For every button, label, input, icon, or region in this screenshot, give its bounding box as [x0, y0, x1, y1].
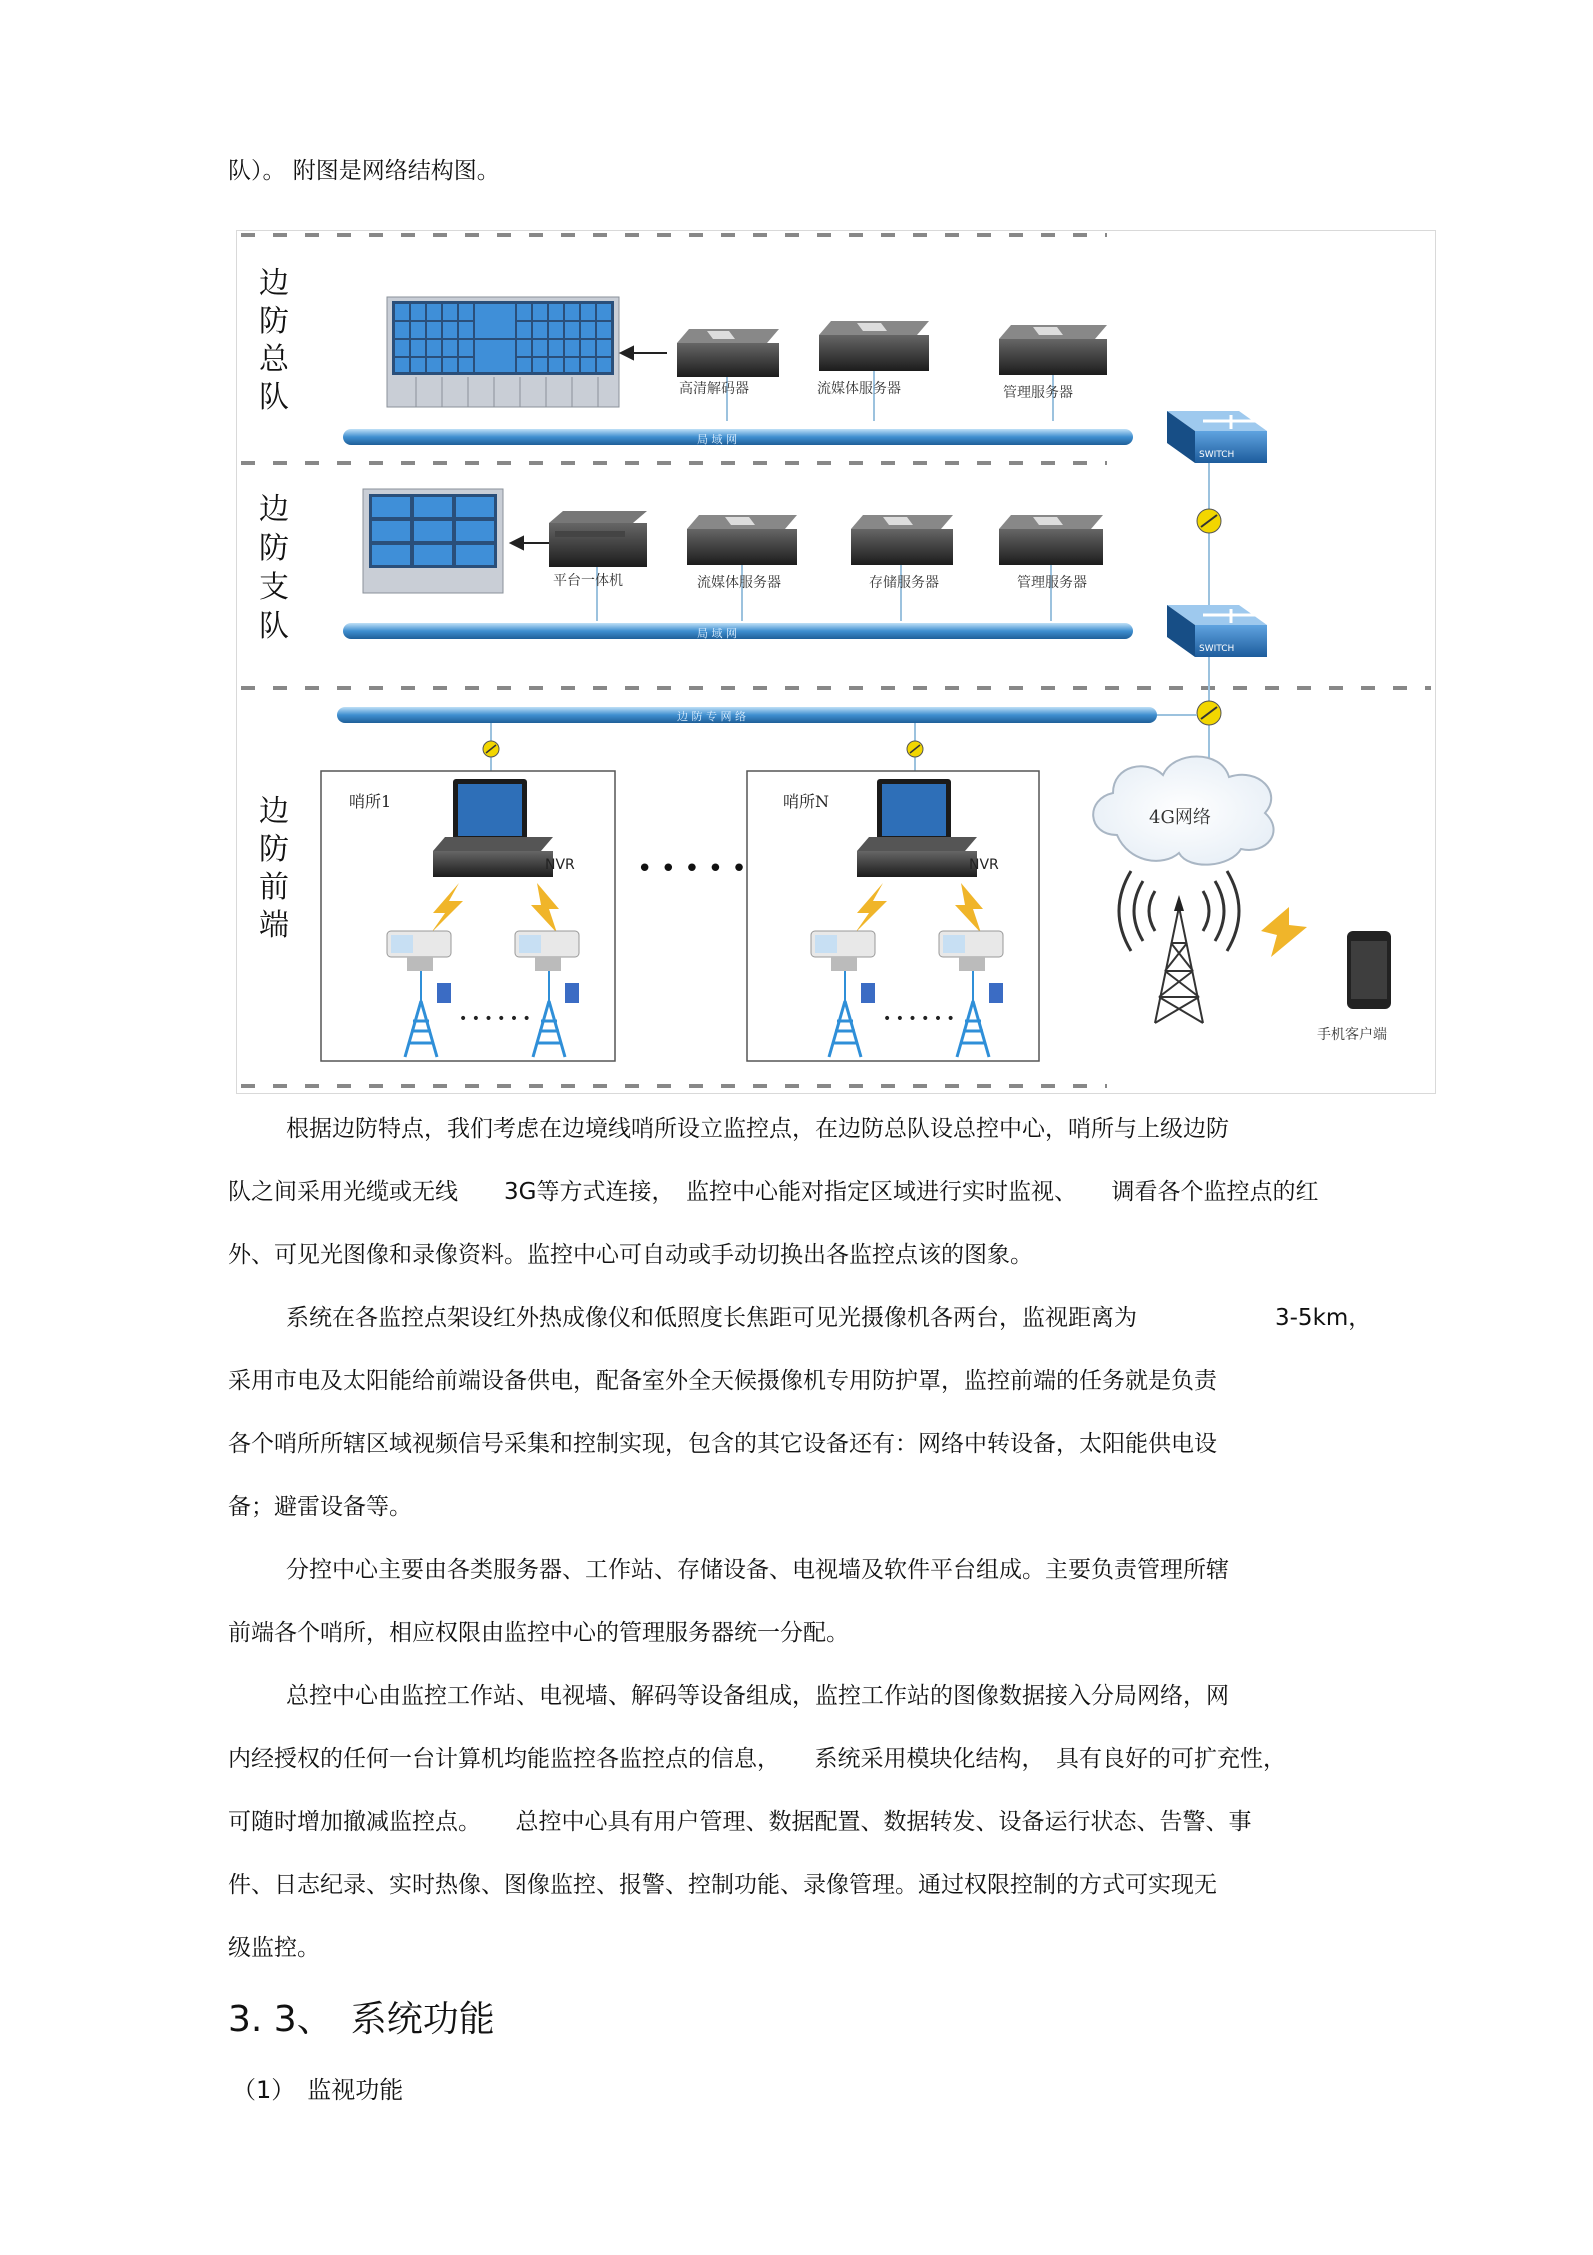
- post-1-ellipsis: • • • • • •: [459, 1011, 531, 1027]
- hq-device-label-1: 流媒体服务器: [817, 381, 901, 397]
- hq-switch-label: SWITCH: [1199, 450, 1235, 460]
- branch-storage-server: [851, 515, 953, 621]
- phone-client-label: 手机客户端: [1317, 1027, 1387, 1043]
- hq-decoder-server: [677, 329, 779, 421]
- branch-device-label-1: 流媒体服务器: [697, 575, 781, 591]
- tier-label-branch: 边防支队: [259, 492, 289, 644]
- paragraph-line: 件、日志纪录、实时热像、图像监控、报警、控制功能、录像管理。通过权限控制的方式可实现无: [228, 1872, 1217, 1898]
- section-heading: 3. 3、 系统功能: [228, 1999, 495, 2040]
- tier-label-hq: 边防总队: [259, 266, 289, 415]
- hq-lan-label: 局 域 网: [697, 433, 737, 446]
- branch-arrow: [511, 537, 549, 549]
- radio-tower-icon: [1119, 871, 1239, 1023]
- branch-device-label-0: 平台一体机: [553, 573, 623, 589]
- paragraph-line: 可随时增加撤减监控点。 总控中心具有用户管理、数据配置、数据转发、设备运行状态、告警、事: [228, 1809, 1252, 1835]
- branch-platform-server: [549, 511, 647, 621]
- post-1-title: 哨所1: [349, 792, 392, 811]
- subsection-heading: （1） 监视功能: [232, 2076, 404, 2104]
- hq-management-server: [999, 325, 1107, 421]
- network-structure-diagram: [236, 230, 1436, 1094]
- paragraph-4: [228, 1679, 1448, 1994]
- hq-device-label-0: 高清解码器: [679, 381, 749, 397]
- paragraph-3: [228, 1553, 1448, 1679]
- branch-management-server: [999, 515, 1103, 621]
- branch-lan-bus: [343, 623, 1133, 639]
- paragraph-line: 分控中心主要由各类服务器、工作站、存储设备、电视墙及软件平台组成。主要负责管理所辖: [286, 1557, 1229, 1583]
- network-diagram-svg: [237, 231, 1435, 1093]
- tier-label-frontend: 边防前端: [259, 794, 289, 943]
- branch-streaming-server: [687, 515, 797, 621]
- paragraph-line: 外、可见光图像和录像资料。监控中心可自动或手动切换出各监控点该的图象。: [228, 1242, 1033, 1268]
- paragraph-line: 级监控。: [228, 1935, 320, 1961]
- post-n-ellipsis: • • • • • •: [883, 1011, 955, 1027]
- post-n-title: 哨所N: [783, 792, 830, 811]
- paragraph-line: 采用市电及太阳能给前端设备供电，配备室外全天候摄像机专用防护罩，监控前端的任务就是负责: [228, 1368, 1217, 1394]
- branch-lan-label: 局 域 网: [697, 627, 737, 640]
- hq-lan-bus: [343, 429, 1133, 445]
- branch-video-wall: [363, 489, 503, 593]
- paragraph-1: [228, 1112, 1448, 1301]
- backbone-bus: [337, 707, 1157, 723]
- firewall-hq-branch: [1197, 509, 1221, 533]
- post-n-nvr-label: NVR: [969, 857, 999, 873]
- post-1-nvr-label: NVR: [545, 857, 575, 873]
- posts-ellipsis: • • • • •: [637, 854, 747, 884]
- branch-device-label-2: 存储服务器: [869, 575, 939, 591]
- paragraph-line: 系统在各监控点架设红外热成像仪和低照度长焦距可见光摄像机各两台，监视距离为 3-5km，: [286, 1305, 1372, 1331]
- firewall-branch-backbone: [1197, 701, 1221, 725]
- backbone-label: 边 防 专 网 络: [677, 710, 746, 723]
- firewall-post-1: [483, 741, 499, 757]
- paragraph-2: [228, 1301, 1448, 1553]
- paragraph-line: 备；避雷设备等。: [228, 1494, 412, 1520]
- paragraph-line: 队之间采用光缆或无线 3G等方式连接， 监控中心能对指定区域进行实时监视、 调看各个监控点的红: [228, 1179, 1319, 1205]
- branch-switch-label: SWITCH: [1199, 644, 1235, 654]
- paragraph-line: 各个哨所所辖区域视频信号采集和控制实现，包含的其它设备还有：网络中转设备，太阳能供电设: [228, 1431, 1217, 1457]
- paragraph-line: 内经授权的任何一台计算机均能监控各监控点的信息， 系统采用模块化结构， 具有良好的可扩充性，: [228, 1746, 1286, 1772]
- hq-streaming-server: [819, 321, 929, 421]
- firewall-post-n: [907, 741, 923, 757]
- hq-device-label-2: 管理服务器: [1003, 385, 1073, 401]
- paragraph-line: 根据边防特点，我们考虑在边境线哨所设立监控点，在边防总队设总控中心，哨所与上级边防: [286, 1116, 1229, 1142]
- hq-arrow: [621, 347, 667, 359]
- cloud-4g-label: 4G网络: [1149, 807, 1211, 828]
- paragraph-line: 前端各个哨所，相应权限由监控中心的管理服务器统一分配。: [228, 1620, 849, 1646]
- intro-line: 队）。 附图是网络结构图。: [228, 158, 500, 184]
- hq-video-wall: [387, 297, 619, 407]
- branch-device-label-3: 管理服务器: [1017, 575, 1087, 591]
- lightning-phone-icon: [1261, 907, 1307, 957]
- mobile-phone-icon: [1347, 931, 1391, 1009]
- paragraph-line: 总控中心由监控工作站、电视墙、解码等设备组成，监控工作站的图像数据接入分局网络，网: [286, 1683, 1229, 1709]
